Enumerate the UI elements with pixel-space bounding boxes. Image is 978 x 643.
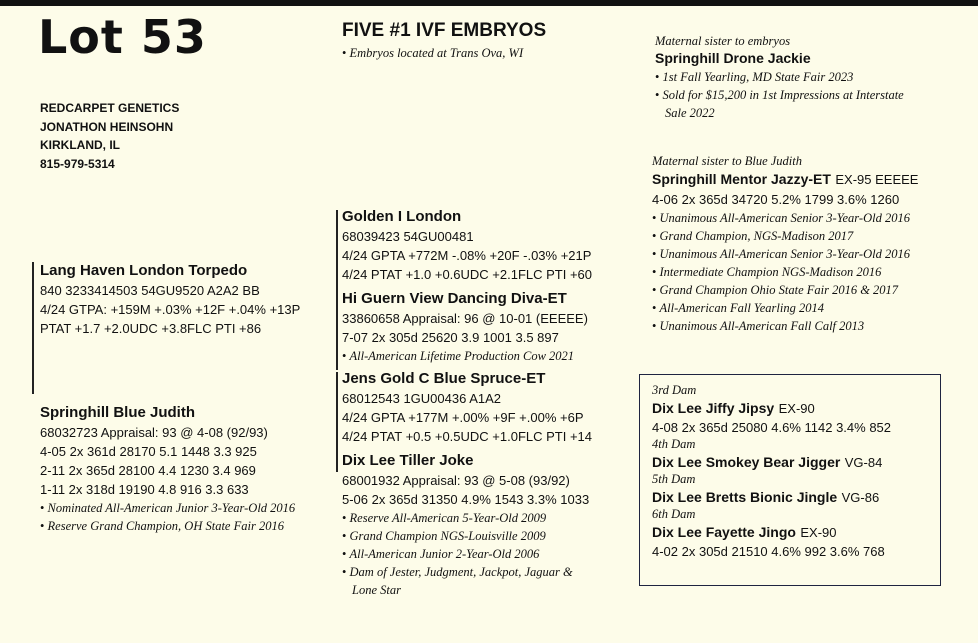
dam-line: 4-05 2x 361d 28170 5.1 1448 3.3 925: [40, 444, 257, 459]
dam-dam-line: 5-06 2x 365d 31350 4.9% 1543 3.3% 1033: [342, 492, 590, 507]
dam-achievement: • Reserve Grand Champion, OH State Fair 2016: [40, 517, 295, 535]
sister-judith-record: 4-06 2x 365d 34720 5.2% 1799 3.6% 1260: [652, 192, 900, 207]
dam-line: 68032723 Appraisal: 93 @ 4-08 (92/93): [40, 425, 268, 440]
consignor-location: KIRKLAND, IL: [40, 138, 120, 152]
sire-sire-name: Golden I London: [342, 208, 462, 225]
fourth-dam: [652, 437, 891, 472]
consignor-block: [40, 99, 179, 173]
dam-name: Springhill Blue Judith: [40, 404, 195, 421]
top-rule: [0, 0, 978, 6]
sister-judith-score: EX-95 EEEEE: [835, 172, 919, 187]
fifth-dam-label: 5th Dam: [652, 472, 696, 486]
fifth-dam-name: Dix Lee Bretts Bionic Jingle: [652, 489, 838, 505]
dam-entry: [40, 403, 295, 535]
sire-name: Lang Haven London Torpedo: [40, 262, 248, 279]
dam-dam-achievement: • Reserve All-American 5-Year-Old 2009: [342, 509, 589, 527]
sister-judith-achievement: • Grand Champion, NGS-Madison 2017: [652, 227, 918, 245]
sister-judith-achievement: • Unanimous All-American Fall Calf 2013: [652, 317, 918, 335]
dam-sire-line: 4/24 GPTA +177M +.00% +9F +.00% +6P: [342, 410, 584, 425]
sister-judith-entry: [652, 154, 918, 335]
sire-sire-line: 4/24 PTAT +1.0 +0.6UDC +2.1FLC PTI +60: [342, 267, 593, 282]
dam-sire-name: Jens Gold C Blue Spruce-ET: [342, 370, 546, 387]
offering-note: • Embryos located at Trans Ova, WI: [342, 44, 523, 62]
dam-dam-achievement: • All-American Junior 2-Year-Old 2006: [342, 545, 589, 563]
dam-dam-name: Dix Lee Tiller Joke: [342, 452, 474, 469]
dam-sire-line: 68012543 1GU00436 A1A2: [342, 391, 502, 406]
dam-sire-entry: [342, 369, 592, 446]
dam-dam-line: 68001932 Appraisal: 93 @ 5-08 (93/92): [342, 473, 570, 488]
sire-sire-line: 4/24 GPTA +772M -.08% +20F -.03% +21P: [342, 248, 592, 263]
maternal-bracket: [336, 372, 338, 472]
sire-line: 4/24 GTPA: +159M +.03% +12F +.04% +13P: [40, 302, 301, 317]
fifth-dam-score: VG-86: [841, 490, 880, 505]
dam-sire-line: 4/24 PTAT +0.5 +0.5UDC +1.0FLC PTI +14: [342, 429, 593, 444]
sister-judith-achievement: • Grand Champion Ohio State Fair 2016 & 2017: [652, 281, 918, 299]
sixth-dam-record: 4-02 2x 305d 21510 4.6% 992 3.6% 768: [652, 544, 885, 559]
sixth-dam-score: EX-90: [800, 525, 837, 540]
sister-judith-achievement: • Unanimous All-American Senior 3-Year-Old 2016: [652, 245, 918, 263]
sire-dam-line: 7-07 2x 305d 25620 3.9 1001 3.5 897: [342, 330, 559, 345]
dam-line: 1-11 2x 318d 19190 4.8 916 3.3 633: [40, 482, 249, 497]
lot-title: Lot 53: [38, 10, 207, 64]
sister-embryos-label: Maternal sister to embryos: [655, 34, 791, 48]
sire-dam-achievement: • All-American Lifetime Production Cow 2021: [342, 347, 588, 365]
dam-dam-achievement: • Grand Champion NGS-Louisville 2009: [342, 527, 589, 545]
sister-judith-label: Maternal sister to Blue Judith: [652, 154, 802, 168]
consignor-farm: REDCARPET GENETICS: [40, 101, 180, 115]
sixth-dam-name: Dix Lee Fayette Jingo: [652, 524, 796, 540]
sire-dam-line: 33860658 Appraisal: 96 @ 10-01 (EEEEE): [342, 311, 588, 326]
third-dam-name: Dix Lee Jiffy Jipsy: [652, 400, 775, 416]
consignor-phone: 815-979-5314: [40, 156, 115, 171]
fourth-dam-score: VG-84: [844, 455, 883, 470]
sister-judith-achievement: • All-American Fall Yearling 2014: [652, 299, 918, 317]
fourth-dam-name: Dix Lee Smokey Bear Jigger: [652, 454, 841, 470]
sister-embryos-achievement: • Sold for $15,200 in 1st Impressions at Interstate: [655, 86, 904, 104]
dam-achievement: • Nominated All-American Junior 3-Year-Old 2016: [40, 499, 295, 517]
paternal-bracket: [336, 210, 338, 370]
sire-line: 840 3233414503 54GU9520 A2A2 BB: [40, 283, 260, 298]
third-dam-label: 3rd Dam: [652, 383, 697, 397]
dam-dam-entry: [342, 451, 589, 599]
consignor-owner: JONATHON HEINSOHN: [40, 119, 174, 134]
sister-embryos-achievement-cont: Sale 2022: [665, 106, 715, 120]
sister-judith-achievement: • Intermediate Champion NGS-Madison 2016: [652, 263, 918, 281]
sister-embryos-name: Springhill Drone Jackie: [655, 50, 811, 66]
sister-embryos-achievement: • 1st Fall Yearling, MD State Fair 2023: [655, 68, 904, 86]
dam-line: 2-11 2x 365d 28100 4.4 1230 3.4 969: [40, 463, 256, 478]
third-dam-record: 4-08 2x 365d 25080 4.6% 1142 3.4% 852: [652, 420, 892, 435]
dam-dam-achievement: • Dam of Jester, Judgment, Jackpot, Jaguar &: [342, 563, 589, 581]
sire-dam-name: Hi Guern View Dancing Diva-ET: [342, 290, 567, 307]
sire-sire-entry: [342, 207, 592, 284]
extended-dams-list: [652, 383, 891, 561]
sixth-dam: [652, 507, 891, 561]
sister-embryos-entry: [655, 34, 904, 122]
third-dam: [652, 383, 891, 437]
sire-sire-line: 68039423 54GU00481: [342, 229, 474, 244]
dam-dam-achievement-cont: Lone Star: [352, 583, 401, 597]
sire-entry: [40, 261, 300, 338]
sire-dam-entry: [342, 289, 588, 365]
sire-bracket: [32, 262, 34, 394]
fourth-dam-label: 4th Dam: [652, 437, 696, 451]
sister-judith-name: Springhill Mentor Jazzy-ET: [652, 171, 831, 187]
sixth-dam-label: 6th Dam: [652, 507, 696, 521]
fifth-dam: [652, 472, 891, 507]
sire-line: PTAT +1.7 +2.0UDC +3.8FLC PTI +86: [40, 321, 262, 336]
sister-judith-achievement: • Unanimous All-American Senior 3-Year-Old 2016: [652, 209, 918, 227]
third-dam-score: EX-90: [778, 401, 815, 416]
offering-title: FIVE #1 IVF EMBRYOS: [342, 20, 547, 41]
